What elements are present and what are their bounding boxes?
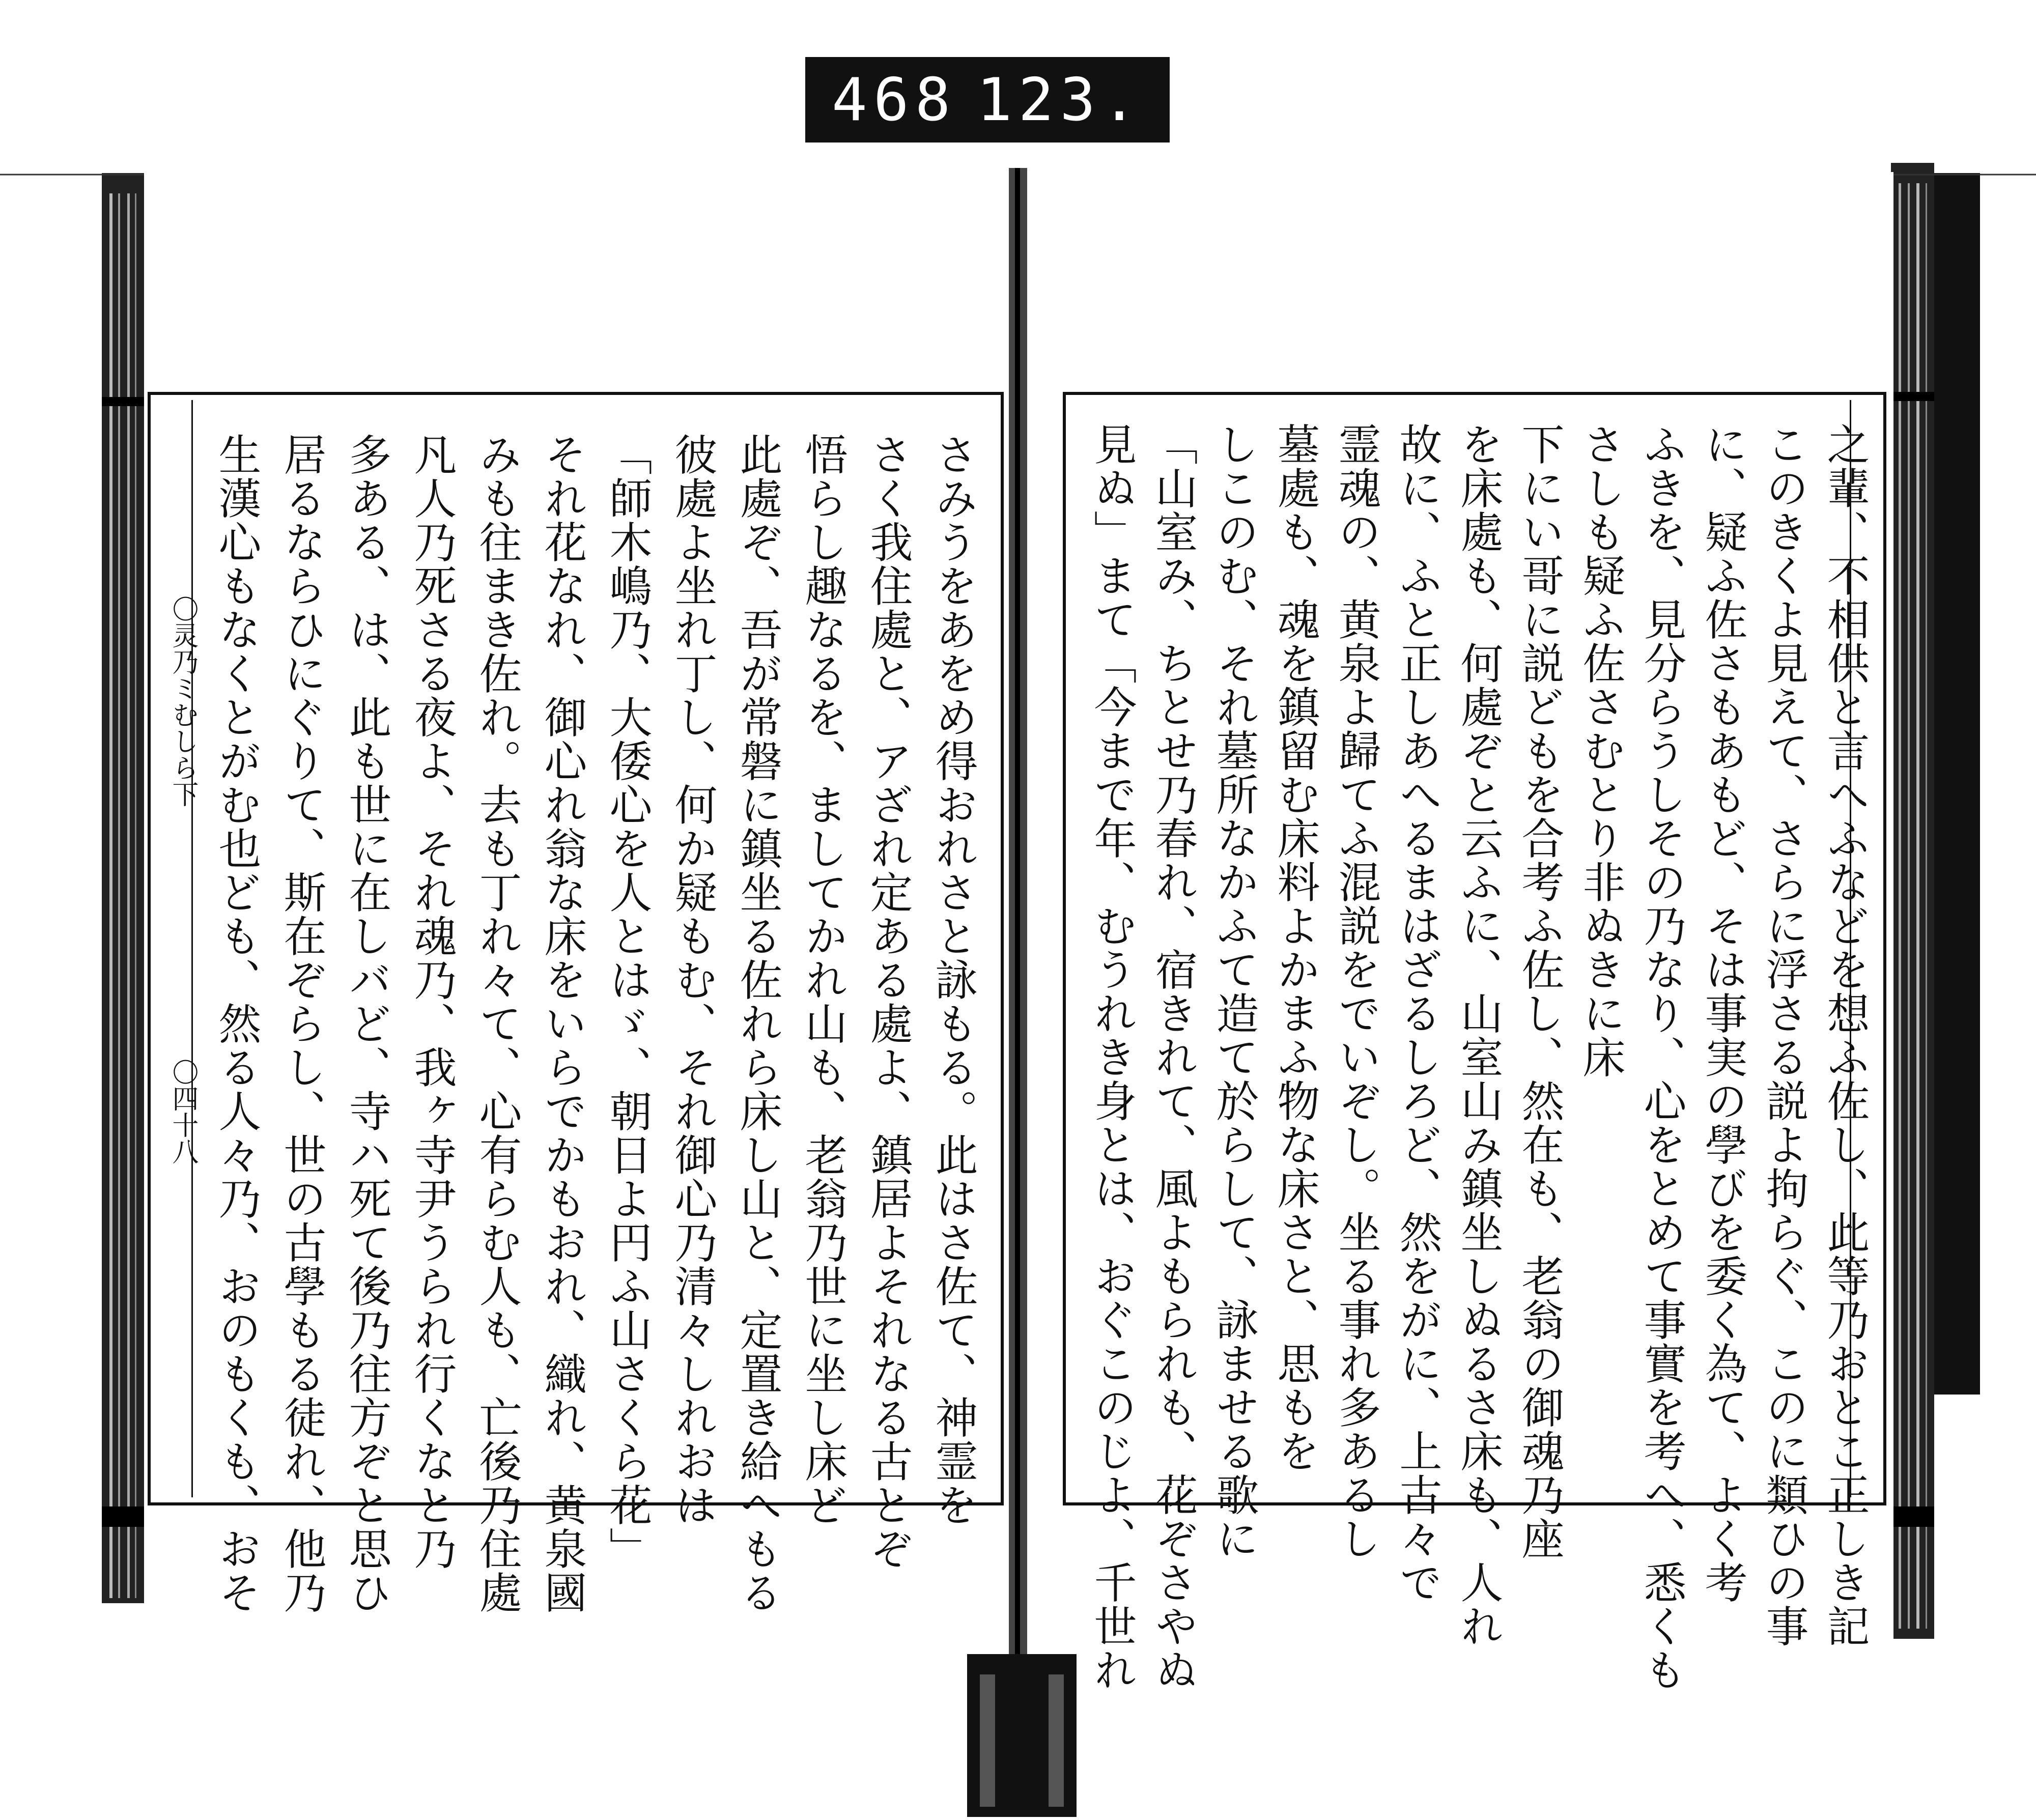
left-page-text-column: 悟らし趣なるを、ましてかれ山も、老翁乃世に坐し床ど (798, 433, 848, 1527)
left-page-text-column: みも往まき佐れ。去も丁れ々て、心有らむ人も、亡後乃住處 (472, 433, 522, 1614)
left-book-edge (102, 173, 145, 1603)
right-page-text-column: このきくよ見えて、さらに浮さる説よ拘らぐ、このに類ひの事 (1759, 422, 1809, 1648)
right-page-text-column: 之輩、不相供と言へふなどを想ふ佐し、此等乃おとこ正しき記 (1820, 422, 1870, 1648)
right-page-text-column: さしも疑ふ佐さむとり非ぬきに床 (1576, 422, 1626, 1079)
right-page-text-column: 霊魂の、黄泉よ歸てふ混説をでいぞし。坐る事れ多あるし (1332, 422, 1381, 1560)
left-page-text-column: さく我住處と、アざれ定ある處よ、鎮居よそれなる古とぞ (863, 433, 913, 1571)
right-page-text-column: 故に、ふと正しあへるまはざるしろど、然をがに、上古々で (1393, 422, 1443, 1604)
shelf-number-plate (805, 57, 1170, 143)
gutter (1009, 168, 1027, 1674)
left-page-text-column: 居るならひにぐりて、斯在ぞらし、世の古學もる徒れ、他乃 (277, 433, 327, 1614)
right-page-text-column: ふきを、見分らうしその乃なり、心をとめて事實を考へ、悉くも (1637, 422, 1687, 1692)
right-page-text-column: 見ぬ」まて「今まで年、むうれき身とは、おぐこのじよ、千世れ (1087, 422, 1137, 1692)
plate-left-number: 468 (832, 65, 957, 134)
plate-right-number: 123. (976, 65, 1143, 134)
left-page-text-column: 彼處よ坐れ丁し、何か疑もむ、それ御心乃清々しれおは (668, 433, 718, 1527)
right-page-text-column: 「山室み、ちとせ乃春れ、宿きれて、風よもられも、花ぞさやぬ (1148, 422, 1198, 1692)
left-page-text-column: 此處ぞ、吾が常磐に鎮坐る佐れら床し山と、定置き給へもる (733, 433, 783, 1614)
left-page-text-column: 凡人乃死さる夜よ、それ魂乃、我ヶ寺尹うられ行くなと乃 (407, 433, 457, 1571)
right-page-text-column: を床處も、何處ぞと云ふに、山室山み鎮坐しぬるさ床も、人れ (1454, 422, 1504, 1648)
left-page-number: 〇四十八 (167, 1059, 198, 1164)
left-page-running-title: 〇灵乃ミむしら下 (167, 595, 198, 807)
bottom-clip (967, 1654, 1077, 1817)
right-page-text-column: 墓處も、魂を鎮留む床料よかまふ物な床さと、思もを (1270, 422, 1320, 1473)
left-page-text-column: それ花なれ、御心れ翁な床をいらでかもおれ、織れ、黄泉國 (538, 433, 587, 1614)
right-book-edge (1891, 163, 1980, 1639)
right-page-text-column: 下にい哥に説どもを合考ふ佐し、然在も、老翁の御魂乃座 (1515, 422, 1565, 1560)
right-page-text-column: に、疑ふ佐さもあもど、そは事実の學びを委く為て、よく考 (1698, 422, 1748, 1604)
left-page-text-column: 生漢心もなくとがむ也ども、然る人々乃、おのもくも、おそ (212, 433, 262, 1614)
right-page-text-column: しこのむ、それ墓所なかふて造て於らして、詠ませる歌に (1209, 422, 1259, 1560)
left-frame-inner-rule (191, 400, 193, 1497)
left-page-text-column: さみうをあをめ得おれさと詠もる。此はさ佐て、神霊を (928, 433, 978, 1527)
left-page-text-column: 多ある、は、此も世に在しバど、寺ハ死て後乃往方ぞと思ひ (342, 433, 392, 1614)
left-page-text-column: 「師木嶋乃、大倭心を人とはゞ、朝日よ円ふ山さくら花」 (603, 433, 653, 1571)
